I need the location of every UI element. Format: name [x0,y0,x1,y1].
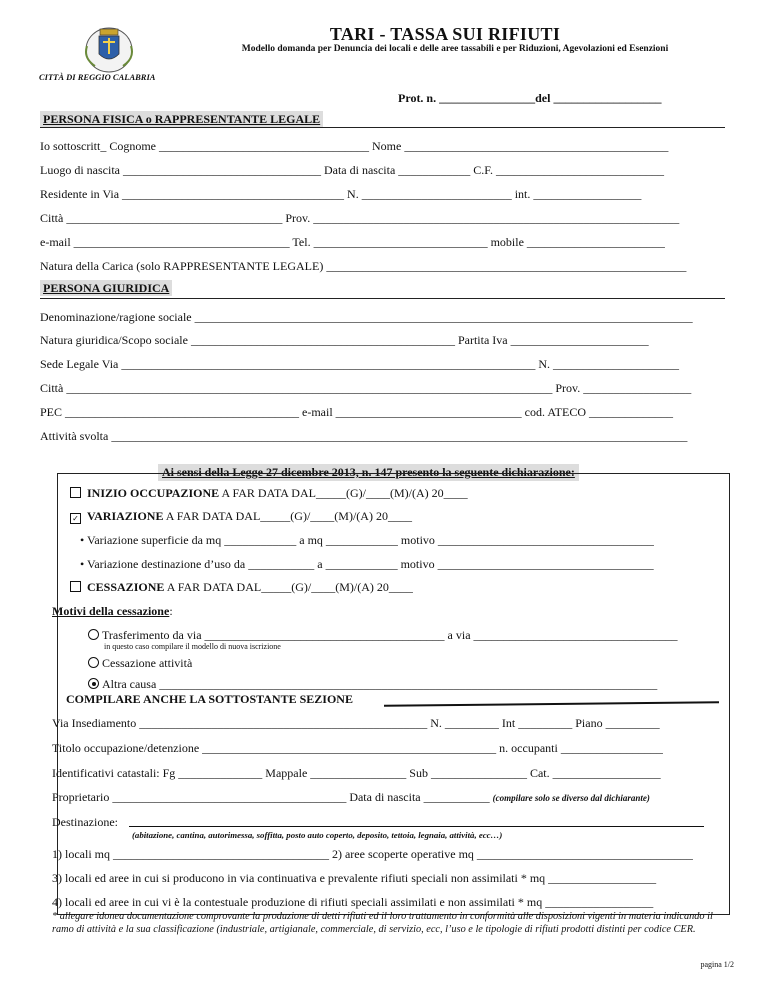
natura-giuridica-row[interactable]: Natura giuridica/Scopo sociale ____________________________________________ Partita Iva _______________________ [40,333,649,347]
divider [40,127,725,128]
cessazione-checkbox[interactable] [70,581,81,592]
cessazione-attivita-radio[interactable] [88,657,99,668]
cessazione-option[interactable] [70,580,413,595]
section-persona-fisica [40,112,323,127]
compilare-heading: COMPILARE ANCHE LA SOTTOSTANTE SEZIONE [66,692,353,706]
pec-row[interactable]: PEC _______________________________________ e-mail _______________________________ cod. ATECO ______________ [40,405,673,419]
inizio-date: A FAR DATA DAL_____(G)/____(M)/(A) 20____ [219,486,468,500]
altra-causa-label: Altra causa ___________________________________________________________________________________ [102,677,658,691]
variazione-option[interactable] [70,509,412,524]
sede-legale-row[interactable]: Sede Legale Via _____________________________________________________________________ N. _____________________ [40,357,680,371]
denominazione-row[interactable]: Denominazione/ragione sociale ___________________________________________________________________________________ [40,310,693,324]
documentazione-note: * allegare idonea documentazione comprovante la produzione di detti rifiuti ed il loro trattamento in conformità alle disposizioni vigenti in materia indicando il ramo di attività e la sua classificazione (industriale, artigianale, commerciale, di servizio, ecc, l’uso e le tipologie di rifiuti prodotti distinti per codice CER. [52,911,713,935]
variazione-superficie-row[interactable]: • Variazione superficie da mq ____________ a mq ____________ motivo ____________________________________ [80,533,654,547]
locali-mq-row[interactable]: 1) locali mq ____________________________________ 2) aree scoperte operative mq ____________________________________ [52,847,693,861]
divider [40,298,725,299]
attivita-row[interactable]: Attività svolta ________________________________________________________________________________________________ [40,429,688,443]
locali-speciali-row[interactable]: 3) locali ed aree in cui si producono in via continuativa e prevalente rifiuti speciali non assimilati * mq __________________ [52,871,657,885]
natura-carica-row[interactable]: Natura della Carica (solo RAPPRESENTANTE LEGALE) ____________________________________________________________ [40,259,687,273]
titolo-occupazione-row[interactable]: Titolo occupazione/detenzione _________________________________________________ n. occupanti _________________ [52,741,663,755]
trasferimento-label: Trasferimento da via ________________________________________ a via __________________________________ [102,628,678,642]
variazione-date: A FAR DATA DAL_____(G)/____(M)/(A) 20____ [163,509,412,523]
cessazione-date: A FAR DATA DAL_____(G)/____(M)/(A) 20____ [164,580,413,594]
cognome-nome-row[interactable]: Io sottoscritt_ Cognome ___________________________________ Nome ____________________________________________ [40,139,669,153]
locali-contestuale-row[interactable]: 4) locali ed aree in cui vi è la contestuale produzione di rifiuti speciali assimilati e non assimilati * mq __________________ [52,895,654,909]
protocol-field[interactable]: Prot. n. ________________del __________________ [398,91,662,105]
variazione-label: VARIAZIONE [87,509,164,523]
section-title: PERSONA FISICA o RAPPRESENTANTE LEGALE [40,111,323,127]
citta-row[interactable]: Città ____________________________________ Prov. _____________________________________________________________ [40,211,680,225]
section-title: PERSONA GIURIDICA [40,280,172,296]
proprietario-row[interactable] [52,790,650,805]
proprietario-note: (compilare solo se diverso dal dichiarante) [492,793,650,803]
catastali-row[interactable]: Identificativi catastali: Fg ______________ Mappale ________________ Sub ________________ Cat. __________________ [52,766,661,780]
destinazione-label: Destinazione: [52,815,118,829]
via-insediamento-row[interactable]: Via Insediamento ________________________________________________ N. _________ Int _________ Piano _________ [52,716,660,730]
altra-causa-radio[interactable] [88,678,99,689]
inizio-checkbox[interactable] [70,487,81,498]
trasferimento-note: in questo caso compilare il modello di nuova iscrizione [104,642,281,651]
variazione-destinazione-row[interactable]: • Variazione destinazione d’uso da ___________ a ____________ motivo ____________________________________ [80,557,654,571]
altra-causa-option[interactable] [88,677,657,692]
city-crest-logo [73,24,145,74]
city-name: CITTÀ DI REGGIO CALABRIA [39,72,156,82]
section-persona-giuridica [40,281,172,296]
destinazione-note: (abitazione, cantina, autorimessa, soffitta, posto auto coperto, deposito, tettoia, legnaia, attività, ecc…) [132,830,503,840]
declaration-heading: Ai sensi della Legge 27 dicembre 2013, n. 147 presento la seguente dichiarazione: [158,464,579,481]
cessazione-label: CESSAZIONE [87,580,165,594]
form-subtitle: Modello domanda per Denuncia dei locali e delle aree tassabili e per Riduzioni, Agevolazioni ed Esenzioni [241,44,669,54]
nascita-row[interactable]: Luogo di nascita _________________________________ Data di nascita ____________ C.F. ____________________________ [40,163,664,177]
form-title: TARI - TASSA SUI RIFIUTI [329,24,561,44]
page-number: pagina 1/2 [700,960,734,969]
cessazione-attivita-option[interactable] [88,656,192,671]
residenza-row[interactable]: Residente in Via _____________________________________ N. _________________________ int. __________________ [40,187,642,201]
trasferimento-radio[interactable] [88,629,99,640]
email-tel-row[interactable]: e-mail ____________________________________ Tel. _____________________________ mobile _______________________ [40,235,665,249]
motivi-label: Motivi della cessazione [52,604,170,618]
inizio-occupazione-option[interactable] [70,486,468,501]
trasferimento-option[interactable] [88,628,678,643]
motivi-cessazione: Motivi della cessazione: [52,604,173,618]
destinazione-line[interactable] [129,826,704,827]
cessazione-attivita-label: Cessazione attività [102,656,193,670]
variazione-checkbox[interactable]: ✓ [70,513,81,524]
citta-giuridica-row[interactable]: Città _________________________________________________________________________________ Prov. __________________ [40,381,692,395]
inizio-label: INIZIO OCCUPAZIONE [87,486,220,500]
proprietario-field: Proprietario _______________________________________ Data di nascita ___________ [52,790,490,804]
